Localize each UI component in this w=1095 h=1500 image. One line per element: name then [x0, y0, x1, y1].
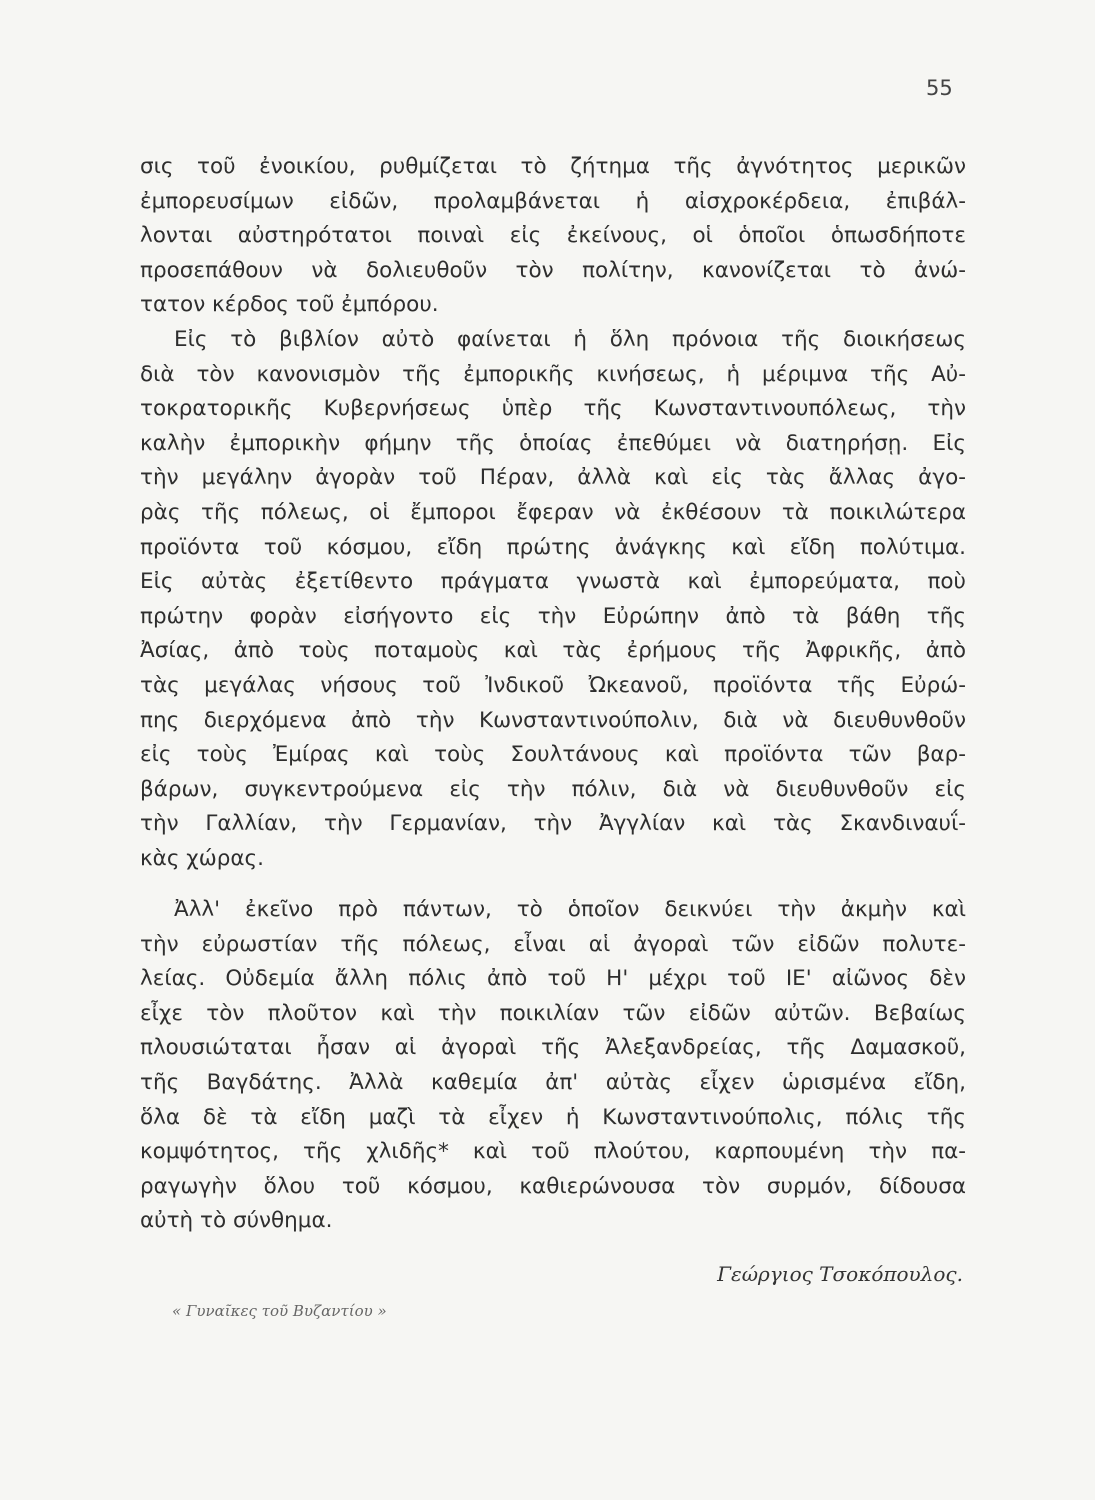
page-number: 55	[926, 76, 953, 100]
text-line: κὰς χώρας.	[140, 845, 264, 871]
text-line: ρὰς τῆς πόλεως, οἱ ἔμποροι ἔφεραν νὰ ἐκθέσουν τὰ ποικιλώτερα	[140, 499, 966, 525]
text-line: ἐμπορευσίμων εἰδῶν, προλαμβάνεται ἡ αἰσχροκέρδεια, ἐπιβάλ-	[140, 188, 966, 214]
text-line: Εἰς αὐτὰς ἐξετίθεντο πράγματα γνωστὰ καὶ ἐμπορεύματα, ποὺ	[140, 569, 966, 595]
text-line: λονται αὐστηρότατοι ποιναὶ εἰς ἐκείνους, οἱ ὁποῖοι ὁπωσδήποτε	[140, 223, 966, 249]
text-line: εἰς τοὺς Ἐμίρας καὶ τοὺς Σουλτάνους καὶ προϊόντα τῶν βαρ-	[140, 742, 966, 768]
text-line: Ἀλλ' ἐκεῖνο πρὸ πάντων, τὸ ὁποῖον δεικνύει τὴν ἀκμὴν καὶ	[174, 897, 966, 922]
text-line: εἶχε τὸν πλοῦτον καὶ τὴν ποικιλίαν τῶν εἰδῶν αὐτῶν. Βεβαίως	[140, 1000, 966, 1026]
text-line: καλὴν ἐμπορικὴν φήμην τῆς ὁποίας ἐπεθύμει νὰ διατηρήσῃ. Εἰς	[140, 430, 966, 456]
text-line: προσεπάθουν νὰ δολιευθοῦν τὸν πολίτην, κανονίζεται τὸ ἀνώ-	[140, 257, 966, 283]
text-line: πρώτην φορὰν εἰσήγοντο εἰς τὴν Εὐρώπην ἀπὸ τὰ βάθη τῆς	[140, 603, 966, 629]
text-line: τὴν εὐρωστίαν τῆς πόλεως, εἶναι αἱ ἀγοραὶ τῶν εἰδῶν πολυτε-	[140, 931, 966, 957]
text-line: Ἀσίας, ἀπὸ τοὺς ποταμοὺς καὶ τὰς ἐρήμους τῆς Ἀφρικῆς, ἀπὸ	[140, 638, 966, 664]
text-line: τῆς Βαγδάτης. Ἀλλὰ καθεμία ἀπ' αὐτὰς εἶχεν ὡρισμένα εἴδη,	[140, 1069, 966, 1095]
body-text-top	[140, 150, 966, 876]
text-line: τατον κέρδος τοῦ ἐμπόρου.	[140, 292, 439, 318]
text-line: ὅλα δὲ τὰ εἴδη μαζὶ τὰ εἶχεν ἡ Κωνσταντινούπολις, πόλις τῆς	[140, 1104, 966, 1130]
text-line: σις τοῦ ἐνοικίου, ρυθμίζεται τὸ ζήτημα τῆς ἀγνότητος μερικῶν	[140, 154, 966, 179]
text-line: πης διερχόμενα ἀπὸ τὴν Κωνσταντινούπολιν, διὰ νὰ διευθυνθοῦν	[140, 707, 966, 733]
text-line: προϊόντα τοῦ κόσμου, εἴδη πρώτης ἀνάγκης καὶ εἴδη πολύτιμα.	[140, 534, 966, 560]
text-line: τὴν Γαλλίαν, τὴν Γερμανίαν, τὴν Ἀγγλίαν καὶ τὰς Σκανδιναυΐ-	[140, 811, 966, 837]
text-line: διὰ τὸν κανονισμὸν τῆς ἐμπορικῆς κινήσεως, ἡ μέριμνα τῆς Αὐ-	[140, 361, 966, 387]
text-line: πλουσιώταται ἦσαν αἱ ἀγοραὶ τῆς Ἀλεξανδρείας, τῆς Δαμασκοῦ,	[140, 1035, 966, 1061]
source-citation: « Γυναῖκες τοῦ Βυζαντίου »	[172, 1302, 387, 1320]
text-line: αὐτὴ τὸ σύνθημα.	[140, 1208, 333, 1234]
text-line: τοκρατορικῆς Κυβερνήσεως ὑπὲρ τῆς Κωνσταντινουπόλεως, τὴν	[140, 396, 966, 422]
text-line: βάρων, συγκεντρούμενα εἰς τὴν πόλιν, διὰ νὰ διευθυνθοῦν εἰς	[140, 776, 966, 802]
author-signature: Γεώργιος Τσοκόπουλος.	[717, 1262, 963, 1286]
text-line: τὴν μεγάλην ἀγορὰν τοῦ Πέραν, ἀλλὰ καὶ εἰς τὰς ἄλλας ἀγο-	[140, 465, 966, 491]
text-line: λείας. Οὐδεμία ἄλλη πόλις ἀπὸ τοῦ Η' μέχρι τοῦ ΙΕ' αἰῶνος δὲν	[140, 966, 966, 992]
text-line: τὰς μεγάλας νήσους τοῦ Ἰνδικοῦ Ὠκεανοῦ, προϊόντα τῆς Εὐρώ-	[140, 672, 966, 698]
text-line: κομψότητος, τῆς χλιδῆς* καὶ τοῦ πλούτου, καρπουμένη τὴν πα-	[140, 1139, 966, 1165]
body-text-bottom	[140, 893, 966, 1239]
text-line: ραγωγὴν ὅλου τοῦ κόσμου, καθιερώνουσα τὸν συρμόν, δίδουσα	[140, 1173, 966, 1199]
text-line: Εἰς τὸ βιβλίον αὐτὸ φαίνεται ἡ ὅλη πρόνοια τῆς διοικήσεως	[174, 326, 966, 352]
